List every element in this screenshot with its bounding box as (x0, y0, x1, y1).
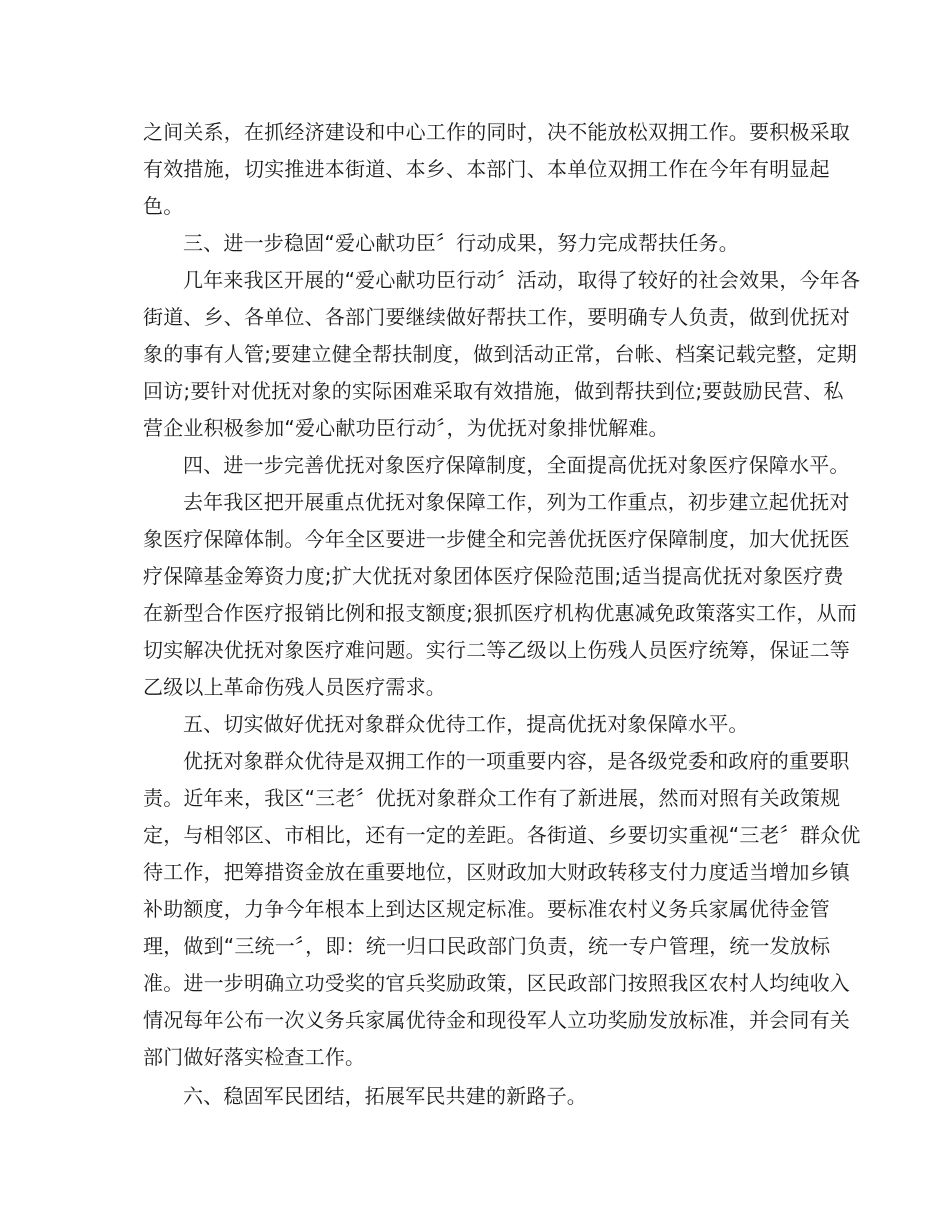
text-line: 优抚对象群众优待是双拥工作的一项重要内容，是各级党委和政府的重要职 (183, 749, 850, 773)
text-line: 部门做好落实检查工作。 (143, 1045, 366, 1069)
text-line: 象医疗保障体制。今年全区要进一步健全和完善优抚医疗保障制度，加大优抚医 (143, 527, 850, 551)
text-line: 乙级以上革命伤残人员医疗需求。 (143, 675, 446, 699)
text-line: 有效措施，切实推进本街道、本乡、本部门、本单位双拥工作在今年有明显起 (143, 157, 830, 181)
text-line: 之间关系，在抓经济建设和中心工作的同时，决不能放松双拥工作。要积极采取 (143, 120, 850, 144)
text-line: 在新型合作医疗报销比例和报支额度;狠抓医疗机构优惠减免政策落实工作，从而 (143, 601, 857, 625)
text-line: 责。近年来，我区“三老〞优抚对象群众工作有了新进展，然而对照有关政策规 (143, 786, 841, 810)
section-heading: 三、进一步稳固“爱心献功臣〞行动成果，努力完成帮扶任务。 (183, 231, 739, 255)
text-line: 理，做到“三统一〞，即：统一归口民政部门负责，统一专户管理，统一发放标 (143, 934, 831, 958)
text-line: 营企业积极参加“爱心献功臣行动〞，为优抚对象排忧解难。 (143, 416, 669, 440)
text-line: 待工作，把筹措资金放在重要地位，区财政加大财政转移支付力度适当增加乡镇 (143, 860, 850, 884)
text-line: 切实解决优抚对象医疗难问题。实行二等乙级以上伤残人员医疗统筹，保证二等 (143, 638, 850, 662)
text-line: 定，与相邻区、市相比，还有一定的差距。各街道、乡要切实重视“三老〞群众优 (143, 823, 861, 847)
section-heading: 五、切实做好优抚对象群众优待工作，提高优抚对象保障水平。 (183, 712, 749, 736)
text-line: 补助额度，力争今年根本上到达区规定标准。要标准农村义务兵家属优待金管 (143, 897, 830, 921)
text-line: 疗保障基金筹资力度;扩大优抚对象团体医疗保险范围;适当提高优抚对象医疗费 (143, 564, 844, 588)
text-line: 去年我区把开展重点优抚对象保障工作，列为工作重点，初步建立起优抚对 (183, 490, 850, 514)
text-line: 象的事有人管;要建立健全帮扶制度，做到活动正常，台帐、档案记载完整，定期 (143, 342, 857, 366)
text-line: 准。进一步明确立功受奖的官兵奖励政策，区民政部门按照我区农村人均纯收入 (143, 971, 850, 995)
text-line: 回访;要针对优抚对象的实际困难采取有效措施，做到帮扶到位;要鼓励民营、私 (143, 379, 844, 403)
section-heading: 六、稳固军民团结，拓展军民共建的新路子。 (183, 1084, 587, 1108)
text-line: 色。 (143, 194, 184, 218)
text-line: 情况每年公布一次义务兵家属优待金和现役军人立功奖励发放标准，并会同有关 (143, 1008, 850, 1032)
text-line: 街道、乡、各单位、各部门要继续做好帮扶工作，要明确专人负责，做到优抚对 (143, 305, 850, 329)
section-heading: 四、进一步完善优抚对象医疗保障制度，全面提高优抚对象医疗保障水平。 (183, 453, 850, 477)
text-line: 几年来我区开展的“爱心献功臣行动〞活动，取得了较好的社会效果，今年各 (183, 268, 861, 292)
